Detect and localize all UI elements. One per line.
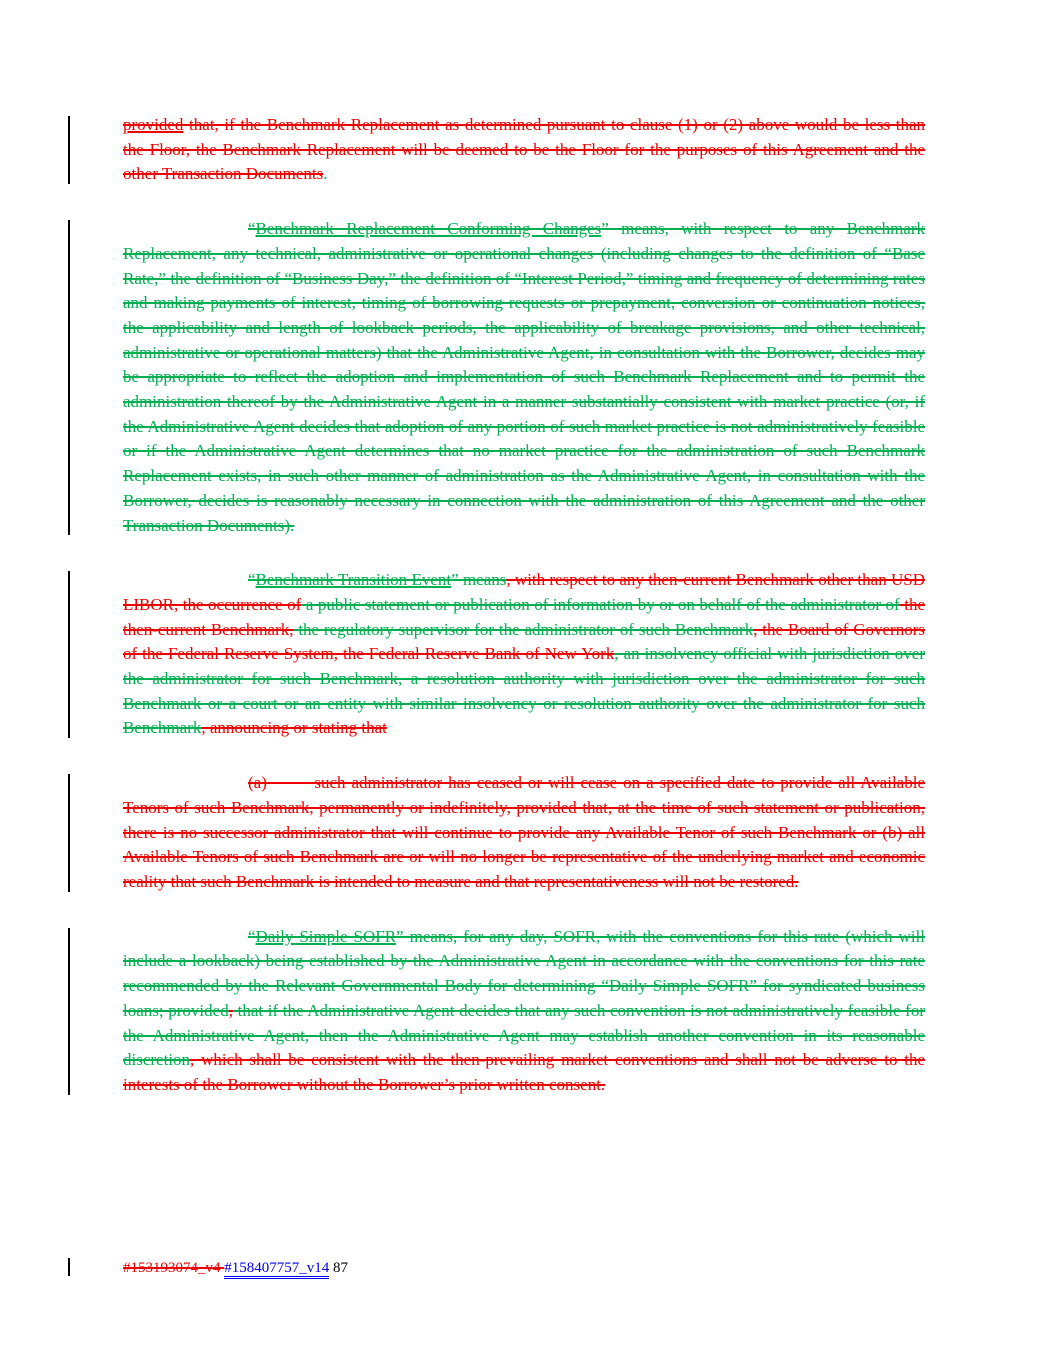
change-bar: [68, 774, 70, 892]
text-segment: that if the Administrative Agent decides that any such convention is not administratively feasible for the Administrative Agent, then the Administrative Agent may establish another convention in its reasonable discretion: [123, 1000, 925, 1070]
text-segment: a public statement or publication of information by or on behalf of the administrator of: [301, 594, 900, 614]
text-segment: ” means: [451, 570, 507, 590]
document-body: [123, 113, 925, 1128]
text-segment: #153193074_v4: [123, 1260, 225, 1276]
text-segment: , the Board of Governors of the Federal Reserve System, the Federal Reserve Bank of New York: [123, 619, 925, 664]
page-footer: [123, 1257, 348, 1279]
change-bar: [68, 571, 70, 738]
text-segment: ,: [228, 1000, 233, 1020]
text-segment: , which shall be consistent with the then-prevailing market conventions and shall not be adverse to the interests of the Borrower without the Borrower’s prior written consent.: [123, 1050, 925, 1094]
text-segment: provided: [123, 115, 184, 134]
text-segment: , with respect to any then-current Benchmark other than USD LIBOR, the occurrence of: [123, 570, 925, 614]
change-bar: [68, 116, 70, 184]
text-segment: (a) such administrator has ceased or will cease on a specified date to provide all Available Tenors of such Benchmark, permanently or indefinitely, provided that, at the time of such statement or publication, there is no successor administrator that will continue to provide any Available Tenor of such Benchmark or (b) all Available Tenors of such Benchmark are or will no longer be representative of the underlying market and economic reality that such Benchmark is intended to measure and that representativeness will not be restored.: [123, 773, 925, 891]
text-segment: “: [248, 570, 256, 590]
text-segment: the regulatory supervisor for the administrator of such Benchmark: [293, 619, 754, 639]
text-segment: “: [248, 219, 256, 239]
text-segment: Benchmark Replacement Conforming Changes: [255, 219, 602, 239]
change-bar: [68, 1258, 70, 1276]
text-segment: the then-current Benchmark,: [123, 594, 925, 639]
text-segment: 87: [329, 1260, 348, 1276]
change-bar: [68, 928, 70, 1095]
paragraph-floor-proviso: [123, 113, 925, 187]
paragraph-benchmark-transition-event: [123, 568, 925, 741]
text-segment: that, if the Benchmark Replacement as determined pursuant to clause (1) or (2) above would be less than the Floor, the Benchmark Replacement will be deemed to be the Floor for the purposes of this Agreement and the other Transaction Documents: [123, 115, 925, 184]
text-segment: ” means, with respect to any Benchmark Replacement, any technical, administrative or operational changes (including changes to the definition of “Base Rate,” the definition of “Business Day,” the definition of “Interest Period,” timing and frequency of determining rates and making payments of interest, timing of borrowing requests or prepayment, conversion or continuation notices, the applicability and length of lookback periods, the applicability of breakage provisions, and other technical, administrative or operational matters) that the Administrative Agent, in consultation with the Borrower, decides may be appropriate to reflect the adoption and implementation of such Benchmark Replacement and to permit the administration thereof by the Administrative Agent in a manner substantially consistent with market practice (or, if the Administrative Agent decides that adoption of any portion of such market practice is not administratively feasible or if the Administrative Agent determines that no market practice for the administration of such Benchmark Replacement exists, in such other manner of administration as the Administrative Agent, in consultation with the Borrower, decides is reasonably necessary in connection with the administration of this Agreement and the other Transaction Documents).: [123, 219, 925, 535]
text-segment: , announcing or stating that: [201, 718, 387, 738]
paragraph-daily-simple-sofr: [123, 925, 925, 1098]
paragraph-benchmark-replacement-conforming-changes: [123, 217, 925, 538]
text-segment: #158407757_v14: [224, 1260, 329, 1279]
text-segment: Daily Simple SOFR: [255, 926, 397, 946]
paragraph-clause-a-available-tenors: [123, 771, 925, 895]
text-segment: ” means, for any day, SOFR, with the conventions for this rate (which will include a lookback) being established by the Administrative Agent in accordance with the conventions for this rate recommended by the Relevant Governmental Body for determining “Daily Simple SOFR” for syndicated business loans; provided: [123, 926, 925, 1020]
change-bar: [68, 220, 70, 535]
text-segment: Benchmark Transition Event: [255, 570, 452, 590]
text-segment: “: [248, 926, 256, 946]
text-segment: .: [323, 164, 328, 184]
text-segment: , an insolvency official with jurisdiction over the administrator for such Benchmark, a resolution authority with jurisdiction over the administrator for such Benchmark or a court or an entity with similar insolvency or resolution authority over the administrator for such Benchmark: [123, 644, 926, 738]
